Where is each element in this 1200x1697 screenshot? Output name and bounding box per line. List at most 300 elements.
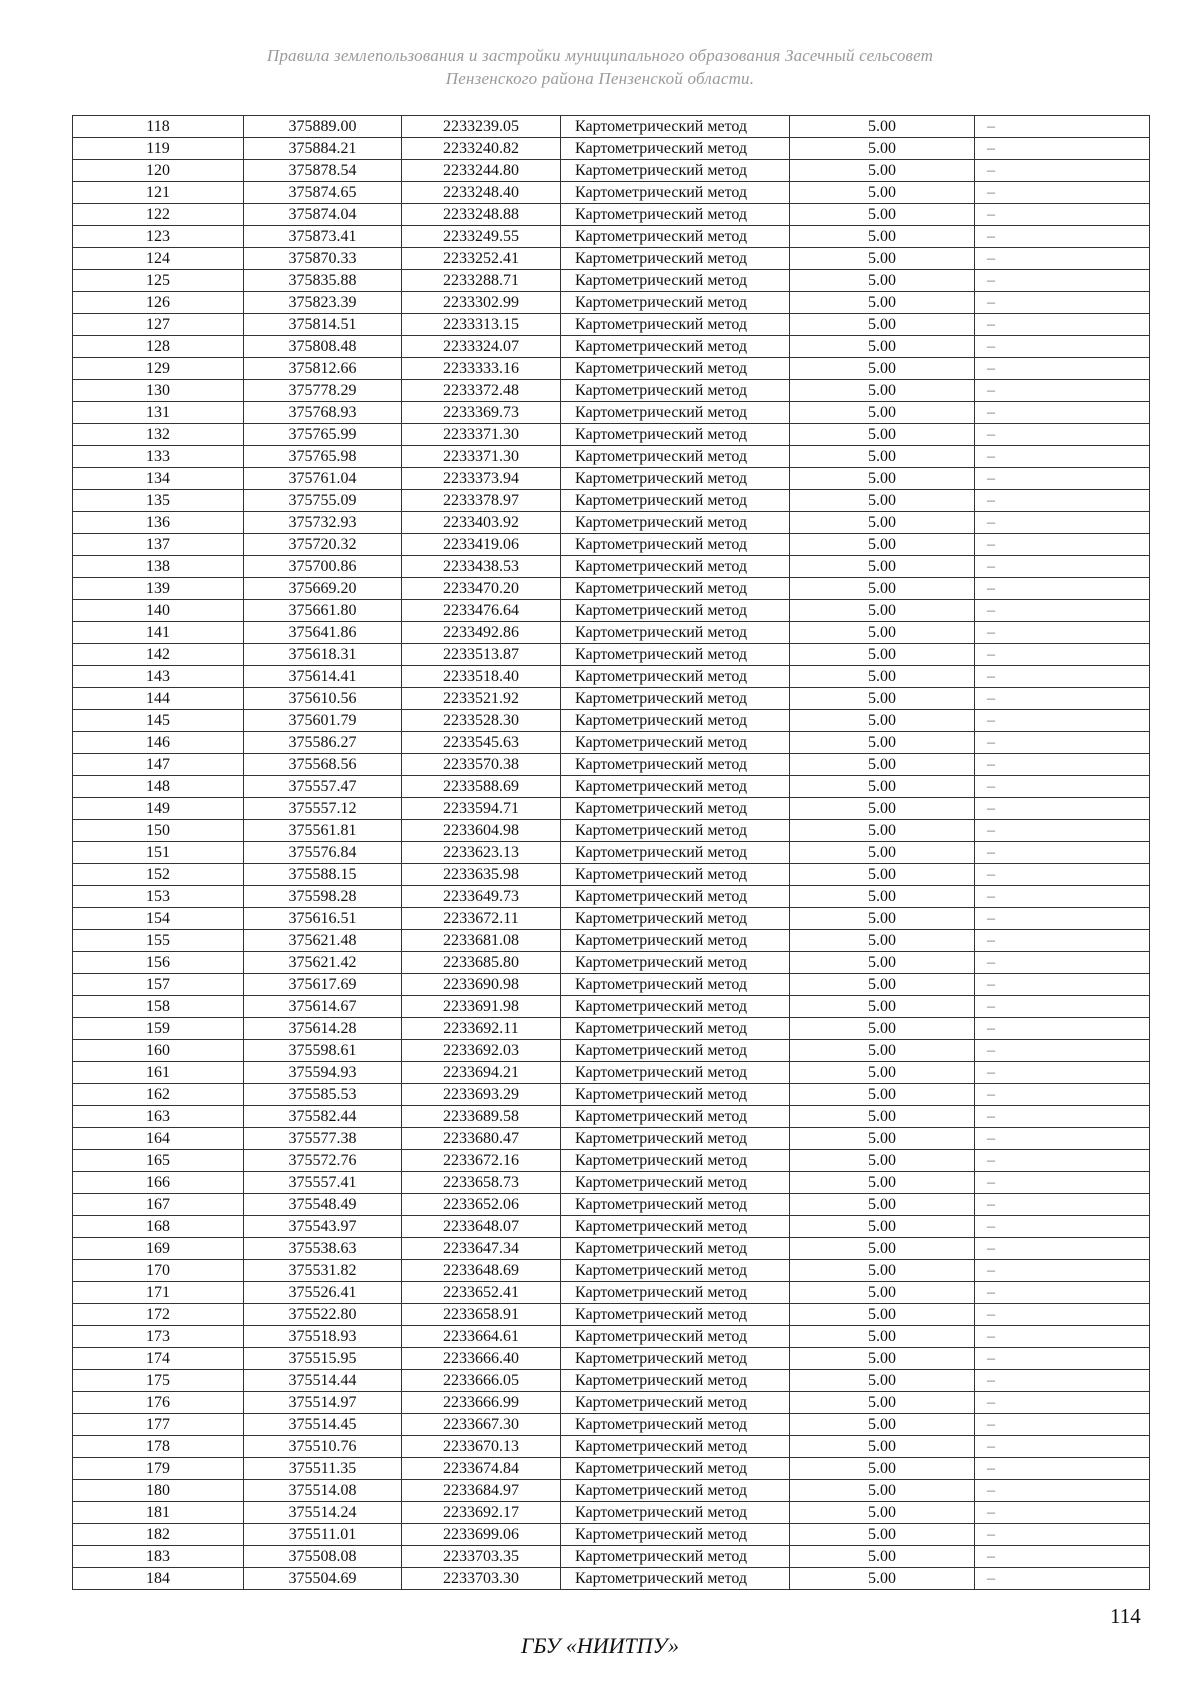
method-cell: Картометрический метод <box>561 1436 790 1458</box>
accuracy-cell: 5.00 <box>790 292 975 314</box>
point-number-cell: 153 <box>73 886 244 908</box>
note-cell: – <box>975 490 1150 512</box>
note-cell: – <box>975 952 1150 974</box>
x-coordinate-cell: 375557.41 <box>244 1172 402 1194</box>
accuracy-cell: 5.00 <box>790 842 975 864</box>
point-number-cell: 170 <box>73 1260 244 1282</box>
y-coordinate-cell: 2233672.16 <box>402 1150 561 1172</box>
accuracy-cell: 5.00 <box>790 600 975 622</box>
table-row <box>73 1546 1150 1568</box>
accuracy-cell: 5.00 <box>790 1084 975 1106</box>
note-cell: – <box>975 1546 1150 1568</box>
x-coordinate-cell: 375732.93 <box>244 512 402 534</box>
y-coordinate-cell: 2233240.82 <box>402 138 561 160</box>
point-number-cell: 184 <box>73 1568 244 1590</box>
y-coordinate-cell: 2233681.08 <box>402 930 561 952</box>
table-row <box>73 1326 1150 1348</box>
accuracy-cell: 5.00 <box>790 402 975 424</box>
x-coordinate-cell: 375514.97 <box>244 1392 402 1414</box>
table-row <box>73 1128 1150 1150</box>
accuracy-cell: 5.00 <box>790 1414 975 1436</box>
method-cell: Картометрический метод <box>561 534 790 556</box>
page-footer: ГБУ «НИИТПУ» <box>520 1633 680 1658</box>
method-cell: Картометрический метод <box>561 1282 790 1304</box>
accuracy-cell: 5.00 <box>790 160 975 182</box>
method-cell: Картометрический метод <box>561 1040 790 1062</box>
table-row <box>73 600 1150 622</box>
method-cell: Картометрический метод <box>561 226 790 248</box>
table-row <box>73 1106 1150 1128</box>
note-cell: – <box>975 204 1150 226</box>
point-number-cell: 180 <box>73 1480 244 1502</box>
point-number-cell: 165 <box>73 1150 244 1172</box>
point-number-cell: 142 <box>73 644 244 666</box>
x-coordinate-cell: 375531.82 <box>244 1260 402 1282</box>
y-coordinate-cell: 2233685.80 <box>402 952 561 974</box>
y-coordinate-cell: 2233371.30 <box>402 446 561 468</box>
accuracy-cell: 5.00 <box>790 336 975 358</box>
x-coordinate-cell: 375548.49 <box>244 1194 402 1216</box>
y-coordinate-cell: 2233689.58 <box>402 1106 561 1128</box>
method-cell: Картометрический метод <box>561 886 790 908</box>
accuracy-cell: 5.00 <box>790 1392 975 1414</box>
point-number-cell: 131 <box>73 402 244 424</box>
point-number-cell: 166 <box>73 1172 244 1194</box>
note-cell: – <box>975 578 1150 600</box>
accuracy-cell: 5.00 <box>790 578 975 600</box>
table-row <box>73 1392 1150 1414</box>
table-row <box>73 688 1150 710</box>
accuracy-cell: 5.00 <box>790 688 975 710</box>
x-coordinate-cell: 375812.66 <box>244 358 402 380</box>
note-cell: – <box>975 1348 1150 1370</box>
point-number-cell: 175 <box>73 1370 244 1392</box>
method-cell: Картометрический метод <box>561 512 790 534</box>
note-cell: – <box>975 160 1150 182</box>
method-cell: Картометрический метод <box>561 1502 790 1524</box>
point-number-cell: 144 <box>73 688 244 710</box>
y-coordinate-cell: 2233674.84 <box>402 1458 561 1480</box>
table-row <box>73 578 1150 600</box>
x-coordinate-cell: 375616.51 <box>244 908 402 930</box>
table-row <box>73 1502 1150 1524</box>
point-number-cell: 167 <box>73 1194 244 1216</box>
table-row <box>73 1018 1150 1040</box>
method-cell: Картометрический метод <box>561 688 790 710</box>
x-coordinate-cell: 375884.21 <box>244 138 402 160</box>
method-cell: Картометрический метод <box>561 1524 790 1546</box>
table-row <box>73 754 1150 776</box>
x-coordinate-cell: 375823.39 <box>244 292 402 314</box>
y-coordinate-cell: 2233658.91 <box>402 1304 561 1326</box>
point-number-cell: 145 <box>73 710 244 732</box>
accuracy-cell: 5.00 <box>790 358 975 380</box>
point-number-cell: 159 <box>73 1018 244 1040</box>
note-cell: – <box>975 138 1150 160</box>
y-coordinate-cell: 2233419.06 <box>402 534 561 556</box>
page-header <box>0 44 1200 90</box>
accuracy-cell: 5.00 <box>790 710 975 732</box>
method-cell: Картометрический метод <box>561 1194 790 1216</box>
y-coordinate-cell: 2233699.06 <box>402 1524 561 1546</box>
x-coordinate-cell: 375557.47 <box>244 776 402 798</box>
table-row <box>73 248 1150 270</box>
x-coordinate-cell: 375538.63 <box>244 1238 402 1260</box>
table-row <box>73 842 1150 864</box>
x-coordinate-cell: 375577.38 <box>244 1128 402 1150</box>
note-cell: – <box>975 314 1150 336</box>
note-cell: – <box>975 798 1150 820</box>
note-cell: – <box>975 248 1150 270</box>
x-coordinate-cell: 375814.51 <box>244 314 402 336</box>
y-coordinate-cell: 2233570.38 <box>402 754 561 776</box>
x-coordinate-cell: 375617.69 <box>244 974 402 996</box>
note-cell: – <box>975 974 1150 996</box>
table-row <box>73 710 1150 732</box>
point-number-cell: 143 <box>73 666 244 688</box>
note-cell: – <box>975 908 1150 930</box>
x-coordinate-cell: 375614.41 <box>244 666 402 688</box>
accuracy-cell: 5.00 <box>790 138 975 160</box>
method-cell: Картометрический метод <box>561 1172 790 1194</box>
accuracy-cell: 5.00 <box>790 666 975 688</box>
method-cell: Картометрический метод <box>561 138 790 160</box>
note-cell: – <box>975 468 1150 490</box>
y-coordinate-cell: 2233667.30 <box>402 1414 561 1436</box>
x-coordinate-cell: 375720.32 <box>244 534 402 556</box>
y-coordinate-cell: 2233690.98 <box>402 974 561 996</box>
y-coordinate-cell: 2233371.30 <box>402 424 561 446</box>
table-row <box>73 1172 1150 1194</box>
y-coordinate-cell: 2233521.92 <box>402 688 561 710</box>
accuracy-cell: 5.00 <box>790 1436 975 1458</box>
y-coordinate-cell: 2233658.73 <box>402 1172 561 1194</box>
y-coordinate-cell: 2233324.07 <box>402 336 561 358</box>
accuracy-cell: 5.00 <box>790 314 975 336</box>
table-row <box>73 292 1150 314</box>
table-row <box>73 974 1150 996</box>
accuracy-cell: 5.00 <box>790 974 975 996</box>
accuracy-cell: 5.00 <box>790 270 975 292</box>
x-coordinate-cell: 375874.65 <box>244 182 402 204</box>
note-cell: – <box>975 1172 1150 1194</box>
table-row <box>73 380 1150 402</box>
y-coordinate-cell: 2233692.11 <box>402 1018 561 1040</box>
accuracy-cell: 5.00 <box>790 1238 975 1260</box>
y-coordinate-cell: 2233670.13 <box>402 1436 561 1458</box>
header-line-2: Пензенского района Пензенской области. <box>445 69 755 88</box>
y-coordinate-cell: 2233652.41 <box>402 1282 561 1304</box>
note-cell: – <box>975 402 1150 424</box>
method-cell: Картометрический метод <box>561 336 790 358</box>
point-number-cell: 179 <box>73 1458 244 1480</box>
method-cell: Картометрический метод <box>561 578 790 600</box>
y-coordinate-cell: 2233703.30 <box>402 1568 561 1590</box>
y-coordinate-cell: 2233652.06 <box>402 1194 561 1216</box>
point-number-cell: 147 <box>73 754 244 776</box>
method-cell: Картометрический метод <box>561 710 790 732</box>
method-cell: Картометрический метод <box>561 1348 790 1370</box>
table-row <box>73 1062 1150 1084</box>
point-number-cell: 146 <box>73 732 244 754</box>
y-coordinate-cell: 2233288.71 <box>402 270 561 292</box>
point-number-cell: 156 <box>73 952 244 974</box>
note-cell: – <box>975 534 1150 556</box>
method-cell: Картометрический метод <box>561 1260 790 1282</box>
accuracy-cell: 5.00 <box>790 116 975 138</box>
point-number-cell: 161 <box>73 1062 244 1084</box>
x-coordinate-cell: 375755.09 <box>244 490 402 512</box>
method-cell: Картометрический метод <box>561 842 790 864</box>
table-row <box>73 402 1150 424</box>
accuracy-cell: 5.00 <box>790 534 975 556</box>
y-coordinate-cell: 2233528.30 <box>402 710 561 732</box>
accuracy-cell: 5.00 <box>790 424 975 446</box>
x-coordinate-cell: 375518.93 <box>244 1326 402 1348</box>
y-coordinate-cell: 2233648.07 <box>402 1216 561 1238</box>
method-cell: Картометрический метод <box>561 996 790 1018</box>
y-coordinate-cell: 2233664.61 <box>402 1326 561 1348</box>
point-number-cell: 174 <box>73 1348 244 1370</box>
method-cell: Картометрический метод <box>561 864 790 886</box>
point-number-cell: 125 <box>73 270 244 292</box>
method-cell: Картометрический метод <box>561 732 790 754</box>
point-number-cell: 149 <box>73 798 244 820</box>
method-cell: Картометрический метод <box>561 930 790 952</box>
table-row <box>73 1150 1150 1172</box>
point-number-cell: 141 <box>73 622 244 644</box>
accuracy-cell: 5.00 <box>790 1128 975 1150</box>
point-number-cell: 169 <box>73 1238 244 1260</box>
method-cell: Картометрический метод <box>561 424 790 446</box>
table-row <box>73 512 1150 534</box>
x-coordinate-cell: 375522.80 <box>244 1304 402 1326</box>
accuracy-cell: 5.00 <box>790 1062 975 1084</box>
note-cell: – <box>975 688 1150 710</box>
y-coordinate-cell: 2233666.40 <box>402 1348 561 1370</box>
note-cell: – <box>975 710 1150 732</box>
note-cell: – <box>975 1480 1150 1502</box>
note-cell: – <box>975 446 1150 468</box>
x-coordinate-cell: 375511.35 <box>244 1458 402 1480</box>
note-cell: – <box>975 754 1150 776</box>
table-row <box>73 1370 1150 1392</box>
table-row <box>73 1238 1150 1260</box>
method-cell: Картометрический метод <box>561 1062 790 1084</box>
accuracy-cell: 5.00 <box>790 226 975 248</box>
point-number-cell: 151 <box>73 842 244 864</box>
table-row <box>73 1084 1150 1106</box>
accuracy-cell: 5.00 <box>790 490 975 512</box>
point-number-cell: 171 <box>73 1282 244 1304</box>
method-cell: Картометрический метод <box>561 798 790 820</box>
accuracy-cell: 5.00 <box>790 1216 975 1238</box>
note-cell: – <box>975 1436 1150 1458</box>
table-row <box>73 468 1150 490</box>
x-coordinate-cell: 375543.97 <box>244 1216 402 1238</box>
x-coordinate-cell: 375610.56 <box>244 688 402 710</box>
method-cell: Картометрический метод <box>561 160 790 182</box>
method-cell: Картометрический метод <box>561 1458 790 1480</box>
table-row <box>73 644 1150 666</box>
point-number-cell: 178 <box>73 1436 244 1458</box>
accuracy-cell: 5.00 <box>790 1150 975 1172</box>
accuracy-cell: 5.00 <box>790 644 975 666</box>
y-coordinate-cell: 2233692.17 <box>402 1502 561 1524</box>
note-cell: – <box>975 1040 1150 1062</box>
x-coordinate-cell: 375873.41 <box>244 226 402 248</box>
x-coordinate-cell: 375700.86 <box>244 556 402 578</box>
x-coordinate-cell: 375568.56 <box>244 754 402 776</box>
method-cell: Картометрический метод <box>561 292 790 314</box>
point-number-cell: 121 <box>73 182 244 204</box>
y-coordinate-cell: 2233623.13 <box>402 842 561 864</box>
note-cell: – <box>975 1304 1150 1326</box>
table-row <box>73 1458 1150 1480</box>
table-row <box>73 116 1150 138</box>
table-row <box>73 1040 1150 1062</box>
y-coordinate-cell: 2233333.16 <box>402 358 561 380</box>
accuracy-cell: 5.00 <box>790 1502 975 1524</box>
point-number-cell: 181 <box>73 1502 244 1524</box>
note-cell: – <box>975 1502 1150 1524</box>
y-coordinate-cell: 2233692.03 <box>402 1040 561 1062</box>
y-coordinate-cell: 2233438.53 <box>402 556 561 578</box>
accuracy-cell: 5.00 <box>790 952 975 974</box>
table-row <box>73 1304 1150 1326</box>
note-cell: – <box>975 644 1150 666</box>
note-cell: – <box>975 1150 1150 1172</box>
table-row <box>73 1194 1150 1216</box>
method-cell: Картометрический метод <box>561 1018 790 1040</box>
point-number-cell: 182 <box>73 1524 244 1546</box>
y-coordinate-cell: 2233492.86 <box>402 622 561 644</box>
coordinates-table <box>72 115 1150 1590</box>
x-coordinate-cell: 375618.31 <box>244 644 402 666</box>
note-cell: – <box>975 996 1150 1018</box>
table-row <box>73 138 1150 160</box>
x-coordinate-cell: 375598.61 <box>244 1040 402 1062</box>
note-cell: – <box>975 930 1150 952</box>
point-number-cell: 119 <box>73 138 244 160</box>
point-number-cell: 183 <box>73 1546 244 1568</box>
point-number-cell: 135 <box>73 490 244 512</box>
note-cell: – <box>975 1106 1150 1128</box>
table-row <box>73 160 1150 182</box>
accuracy-cell: 5.00 <box>790 886 975 908</box>
note-cell: – <box>975 1458 1150 1480</box>
table-row <box>73 908 1150 930</box>
method-cell: Картометрический метод <box>561 204 790 226</box>
x-coordinate-cell: 375641.86 <box>244 622 402 644</box>
accuracy-cell: 5.00 <box>790 1040 975 1062</box>
table-row <box>73 952 1150 974</box>
note-cell: – <box>975 842 1150 864</box>
y-coordinate-cell: 2233313.15 <box>402 314 561 336</box>
table-row <box>73 490 1150 512</box>
x-coordinate-cell: 375870.33 <box>244 248 402 270</box>
table-row <box>73 1480 1150 1502</box>
x-coordinate-cell: 375669.20 <box>244 578 402 600</box>
x-coordinate-cell: 375761.04 <box>244 468 402 490</box>
point-number-cell: 172 <box>73 1304 244 1326</box>
accuracy-cell: 5.00 <box>790 776 975 798</box>
method-cell: Картометрический метод <box>561 270 790 292</box>
method-cell: Картометрический метод <box>561 1568 790 1590</box>
x-coordinate-cell: 375511.01 <box>244 1524 402 1546</box>
point-number-cell: 154 <box>73 908 244 930</box>
accuracy-cell: 5.00 <box>790 820 975 842</box>
accuracy-cell: 5.00 <box>790 1568 975 1590</box>
x-coordinate-cell: 375514.45 <box>244 1414 402 1436</box>
accuracy-cell: 5.00 <box>790 732 975 754</box>
table-row <box>73 534 1150 556</box>
y-coordinate-cell: 2233378.97 <box>402 490 561 512</box>
y-coordinate-cell: 2233518.40 <box>402 666 561 688</box>
point-number-cell: 128 <box>73 336 244 358</box>
note-cell: – <box>975 380 1150 402</box>
method-cell: Картометрический метод <box>561 1480 790 1502</box>
point-number-cell: 157 <box>73 974 244 996</box>
point-number-cell: 138 <box>73 556 244 578</box>
x-coordinate-cell: 375614.28 <box>244 1018 402 1040</box>
accuracy-cell: 5.00 <box>790 512 975 534</box>
header-line-1: Правила землепользования и застройки муниципального образования Засечный сельсовет <box>266 46 934 65</box>
point-number-cell: 118 <box>73 116 244 138</box>
accuracy-cell: 5.00 <box>790 908 975 930</box>
accuracy-cell: 5.00 <box>790 1282 975 1304</box>
accuracy-cell: 5.00 <box>790 1480 975 1502</box>
accuracy-cell: 5.00 <box>790 622 975 644</box>
x-coordinate-cell: 375582.44 <box>244 1106 402 1128</box>
note-cell: – <box>975 182 1150 204</box>
note-cell: – <box>975 270 1150 292</box>
table-row <box>73 358 1150 380</box>
table-row <box>73 820 1150 842</box>
point-number-cell: 120 <box>73 160 244 182</box>
accuracy-cell: 5.00 <box>790 1546 975 1568</box>
accuracy-cell: 5.00 <box>790 1018 975 1040</box>
point-number-cell: 160 <box>73 1040 244 1062</box>
table-row <box>73 1282 1150 1304</box>
note-cell: – <box>975 292 1150 314</box>
x-coordinate-cell: 375808.48 <box>244 336 402 358</box>
x-coordinate-cell: 375768.93 <box>244 402 402 424</box>
note-cell: – <box>975 1062 1150 1084</box>
note-cell: – <box>975 424 1150 446</box>
accuracy-cell: 5.00 <box>790 248 975 270</box>
accuracy-cell: 5.00 <box>790 864 975 886</box>
y-coordinate-cell: 2233666.99 <box>402 1392 561 1414</box>
point-number-cell: 148 <box>73 776 244 798</box>
coordinates-table-body <box>73 116 1150 1590</box>
point-number-cell: 140 <box>73 600 244 622</box>
accuracy-cell: 5.00 <box>790 1106 975 1128</box>
note-cell: – <box>975 1524 1150 1546</box>
y-coordinate-cell: 2233672.11 <box>402 908 561 930</box>
accuracy-cell: 5.00 <box>790 754 975 776</box>
accuracy-cell: 5.00 <box>790 380 975 402</box>
point-number-cell: 162 <box>73 1084 244 1106</box>
method-cell: Картометрический метод <box>561 1304 790 1326</box>
x-coordinate-cell: 375778.29 <box>244 380 402 402</box>
method-cell: Картометрический метод <box>561 182 790 204</box>
y-coordinate-cell: 2233244.80 <box>402 160 561 182</box>
y-coordinate-cell: 2233476.64 <box>402 600 561 622</box>
accuracy-cell: 5.00 <box>790 1370 975 1392</box>
y-coordinate-cell: 2233249.55 <box>402 226 561 248</box>
method-cell: Картометрический метод <box>561 490 790 512</box>
